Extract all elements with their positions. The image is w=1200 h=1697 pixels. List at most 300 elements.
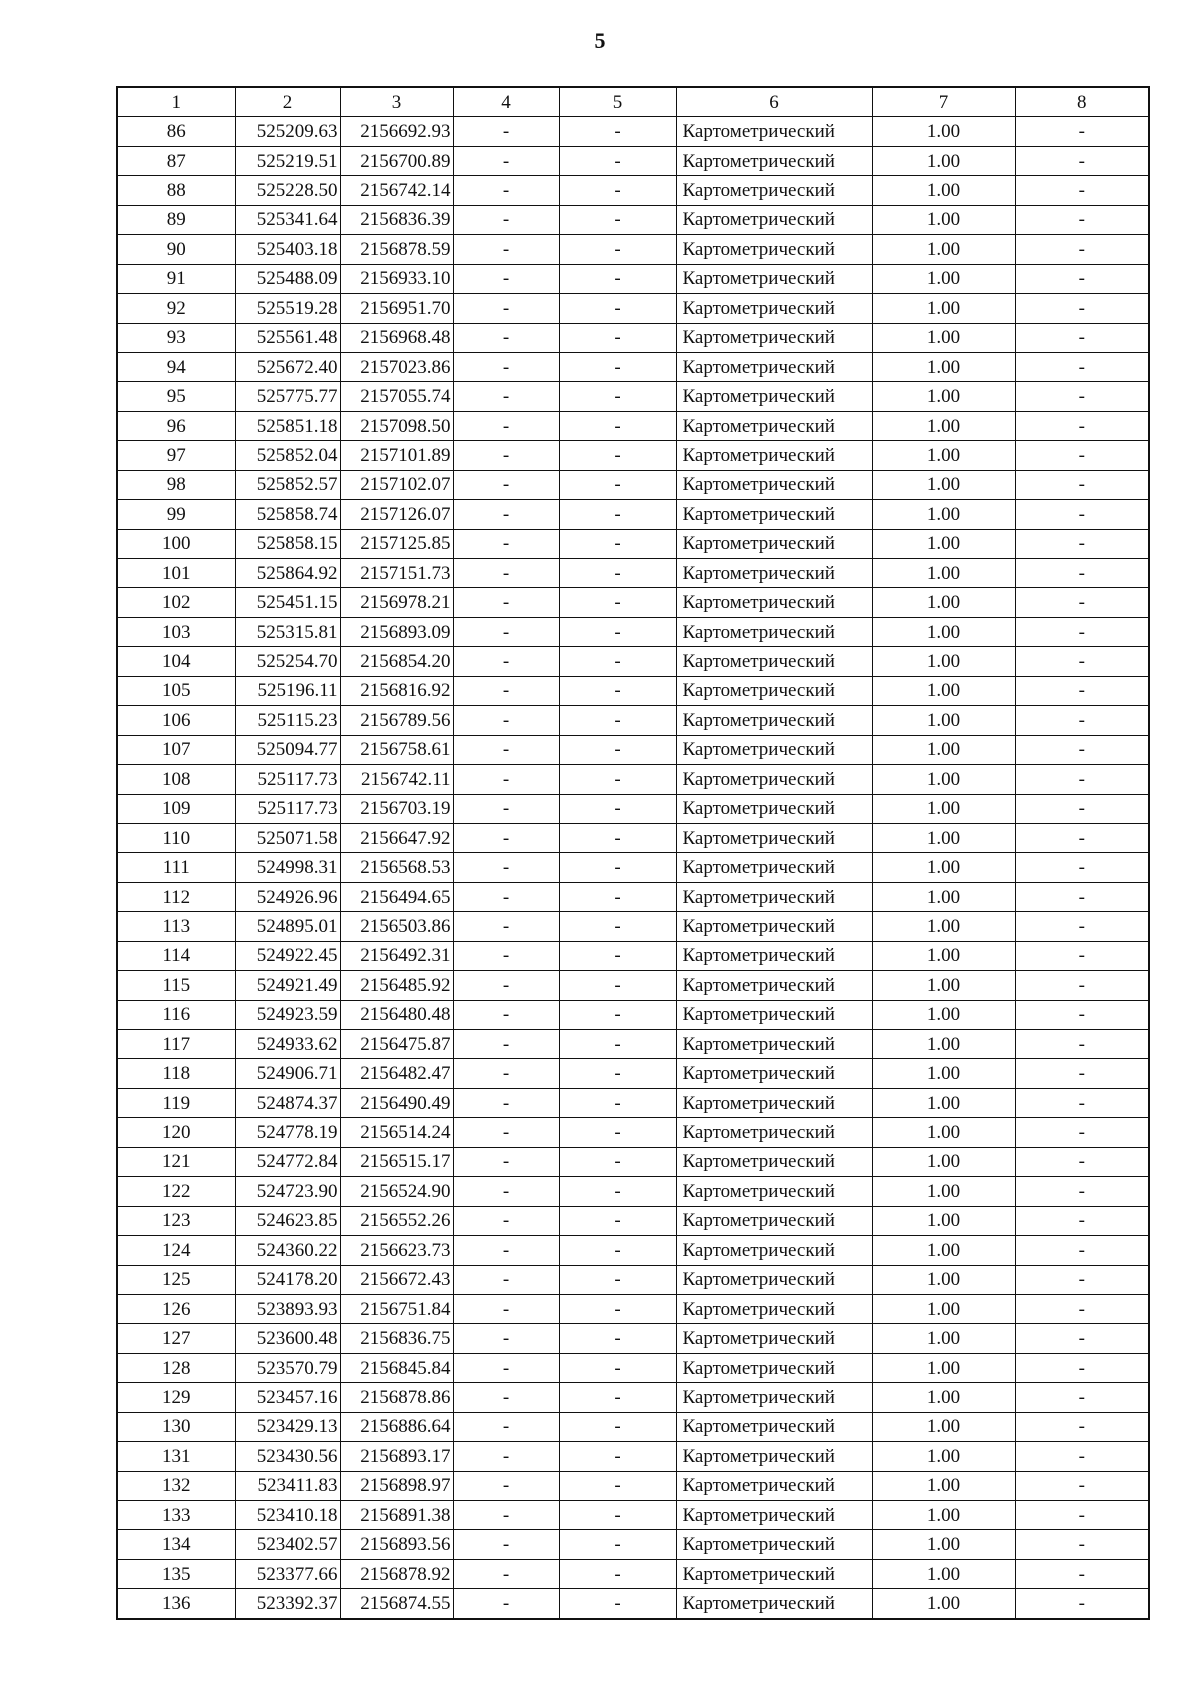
column-4-cell: - — [453, 176, 559, 205]
accuracy-cell: 1.00 — [872, 146, 1015, 175]
accuracy-cell: 1.00 — [872, 912, 1015, 941]
point-number-cell: 133 — [117, 1501, 235, 1530]
accuracy-cell: 1.00 — [872, 117, 1015, 146]
column-8-cell: - — [1015, 500, 1149, 529]
y-coordinate-cell: 2156742.14 — [340, 176, 453, 205]
x-coordinate-cell: 524998.31 — [235, 853, 340, 882]
x-coordinate-cell: 524933.62 — [235, 1030, 340, 1059]
x-coordinate-cell: 524623.85 — [235, 1206, 340, 1235]
column-5-cell: - — [559, 470, 676, 499]
column-header: 6 — [676, 87, 872, 117]
accuracy-cell: 1.00 — [872, 1530, 1015, 1559]
table-row — [117, 1530, 1149, 1559]
column-8-cell: - — [1015, 1177, 1149, 1206]
y-coordinate-cell: 2156789.56 — [340, 706, 453, 735]
point-number-cell: 128 — [117, 1353, 235, 1382]
column-8-cell: - — [1015, 1324, 1149, 1353]
table-row — [117, 411, 1149, 440]
table-row — [117, 1147, 1149, 1176]
column-8-cell: - — [1015, 382, 1149, 411]
table-row — [117, 1559, 1149, 1588]
column-4-cell: - — [453, 1383, 559, 1412]
accuracy-cell: 1.00 — [872, 794, 1015, 823]
column-5-cell: - — [559, 735, 676, 764]
method-cell: Картометрический — [676, 1324, 872, 1353]
y-coordinate-cell: 2156878.92 — [340, 1559, 453, 1588]
x-coordinate-cell: 525451.15 — [235, 588, 340, 617]
column-8-cell: - — [1015, 1442, 1149, 1471]
x-coordinate-cell: 525196.11 — [235, 676, 340, 705]
column-8-cell: - — [1015, 1147, 1149, 1176]
accuracy-cell: 1.00 — [872, 971, 1015, 1000]
method-cell: Картометрический — [676, 676, 872, 705]
accuracy-cell: 1.00 — [872, 1236, 1015, 1265]
point-number-cell: 90 — [117, 235, 235, 264]
table-row — [117, 765, 1149, 794]
method-cell: Картометрический — [676, 441, 872, 470]
accuracy-cell: 1.00 — [872, 1177, 1015, 1206]
accuracy-cell: 1.00 — [872, 382, 1015, 411]
point-number-cell: 106 — [117, 706, 235, 735]
y-coordinate-cell: 2156492.31 — [340, 941, 453, 970]
column-header: 4 — [453, 87, 559, 117]
method-cell: Картометрический — [676, 823, 872, 852]
table-row — [117, 912, 1149, 941]
y-coordinate-cell: 2156816.92 — [340, 676, 453, 705]
column-4-cell: - — [453, 235, 559, 264]
table-row — [117, 1471, 1149, 1500]
point-number-cell: 98 — [117, 470, 235, 499]
point-number-cell: 95 — [117, 382, 235, 411]
column-4-cell: - — [453, 205, 559, 234]
column-5-cell: - — [559, 500, 676, 529]
x-coordinate-cell: 525403.18 — [235, 235, 340, 264]
accuracy-cell: 1.00 — [872, 1000, 1015, 1029]
column-8-cell: - — [1015, 588, 1149, 617]
column-5-cell: - — [559, 1559, 676, 1588]
y-coordinate-cell: 2156485.92 — [340, 971, 453, 1000]
column-header: 2 — [235, 87, 340, 117]
method-cell: Картометрический — [676, 1265, 872, 1294]
column-4-cell: - — [453, 1589, 559, 1619]
accuracy-cell: 1.00 — [872, 470, 1015, 499]
method-cell: Картометрический — [676, 1353, 872, 1382]
method-cell: Картометрический — [676, 882, 872, 911]
x-coordinate-cell: 525094.77 — [235, 735, 340, 764]
accuracy-cell: 1.00 — [872, 676, 1015, 705]
point-number-cell: 89 — [117, 205, 235, 234]
method-cell: Картометрический — [676, 1559, 872, 1588]
column-4-cell: - — [453, 352, 559, 381]
column-4-cell: - — [453, 1324, 559, 1353]
method-cell: Картометрический — [676, 1030, 872, 1059]
y-coordinate-cell: 2157102.07 — [340, 470, 453, 499]
y-coordinate-cell: 2156898.97 — [340, 1471, 453, 1500]
x-coordinate-cell: 525672.40 — [235, 352, 340, 381]
y-coordinate-cell: 2156893.17 — [340, 1442, 453, 1471]
method-cell: Картометрический — [676, 588, 872, 617]
table-row — [117, 617, 1149, 646]
y-coordinate-cell: 2156490.49 — [340, 1088, 453, 1117]
column-8-cell: - — [1015, 1294, 1149, 1323]
point-number-cell: 126 — [117, 1294, 235, 1323]
x-coordinate-cell: 524922.45 — [235, 941, 340, 970]
column-4-cell: - — [453, 1530, 559, 1559]
method-cell: Картометрический — [676, 1000, 872, 1029]
method-cell: Картометрический — [676, 1236, 872, 1265]
table-row — [117, 382, 1149, 411]
method-cell: Картометрический — [676, 853, 872, 882]
column-5-cell: - — [559, 1177, 676, 1206]
column-5-cell: - — [559, 912, 676, 941]
x-coordinate-cell: 523402.57 — [235, 1530, 340, 1559]
method-cell: Картометрический — [676, 323, 872, 352]
column-8-cell: - — [1015, 205, 1149, 234]
y-coordinate-cell: 2156878.59 — [340, 235, 453, 264]
column-8-cell: - — [1015, 823, 1149, 852]
accuracy-cell: 1.00 — [872, 294, 1015, 323]
table-body — [117, 87, 1149, 1619]
y-coordinate-cell: 2156878.86 — [340, 1383, 453, 1412]
point-number-cell: 93 — [117, 323, 235, 352]
column-4-cell: - — [453, 441, 559, 470]
column-4-cell: - — [453, 941, 559, 970]
method-cell: Картометрический — [676, 382, 872, 411]
column-4-cell: - — [453, 706, 559, 735]
column-4-cell: - — [453, 735, 559, 764]
accuracy-cell: 1.00 — [872, 1589, 1015, 1619]
table-row — [117, 323, 1149, 352]
table-row — [117, 882, 1149, 911]
table-row — [117, 352, 1149, 381]
method-cell: Картометрический — [676, 765, 872, 794]
coordinates-table — [116, 86, 1150, 1620]
column-8-cell: - — [1015, 294, 1149, 323]
x-coordinate-cell: 525315.81 — [235, 617, 340, 646]
column-8-cell: - — [1015, 1530, 1149, 1559]
column-8-cell: - — [1015, 912, 1149, 941]
column-header: 8 — [1015, 87, 1149, 117]
accuracy-cell: 1.00 — [872, 1294, 1015, 1323]
y-coordinate-cell: 2156742.11 — [340, 765, 453, 794]
table-row — [117, 676, 1149, 705]
point-number-cell: 102 — [117, 588, 235, 617]
method-cell: Картометрический — [676, 1530, 872, 1559]
x-coordinate-cell: 523457.16 — [235, 1383, 340, 1412]
x-coordinate-cell: 524772.84 — [235, 1147, 340, 1176]
accuracy-cell: 1.00 — [872, 559, 1015, 588]
table-row — [117, 1265, 1149, 1294]
y-coordinate-cell: 2156700.89 — [340, 146, 453, 175]
accuracy-cell: 1.00 — [872, 323, 1015, 352]
accuracy-cell: 1.00 — [872, 411, 1015, 440]
y-coordinate-cell: 2157098.50 — [340, 411, 453, 440]
x-coordinate-cell: 524921.49 — [235, 971, 340, 1000]
column-5-cell: - — [559, 1206, 676, 1235]
accuracy-cell: 1.00 — [872, 1265, 1015, 1294]
accuracy-cell: 1.00 — [872, 647, 1015, 676]
point-number-cell: 101 — [117, 559, 235, 588]
column-4-cell: - — [453, 823, 559, 852]
point-number-cell: 114 — [117, 941, 235, 970]
column-4-cell: - — [453, 1265, 559, 1294]
column-4-cell: - — [453, 794, 559, 823]
column-8-cell: - — [1015, 853, 1149, 882]
table-row — [117, 794, 1149, 823]
table-row — [117, 853, 1149, 882]
accuracy-cell: 1.00 — [872, 853, 1015, 882]
column-5-cell: - — [559, 971, 676, 1000]
column-5-cell: - — [559, 1501, 676, 1530]
accuracy-cell: 1.00 — [872, 1442, 1015, 1471]
column-5-cell: - — [559, 1088, 676, 1117]
accuracy-cell: 1.00 — [872, 588, 1015, 617]
x-coordinate-cell: 525775.77 — [235, 382, 340, 411]
column-4-cell: - — [453, 323, 559, 352]
column-4-cell: - — [453, 264, 559, 293]
column-5-cell: - — [559, 676, 676, 705]
column-8-cell: - — [1015, 1059, 1149, 1088]
y-coordinate-cell: 2156874.55 — [340, 1589, 453, 1619]
point-number-cell: 132 — [117, 1471, 235, 1500]
table-row — [117, 1412, 1149, 1441]
column-4-cell: - — [453, 676, 559, 705]
column-8-cell: - — [1015, 1206, 1149, 1235]
accuracy-cell: 1.00 — [872, 1118, 1015, 1147]
y-coordinate-cell: 2156692.93 — [340, 117, 453, 146]
page-number: 5 — [594, 28, 606, 53]
point-number-cell: 125 — [117, 1265, 235, 1294]
method-cell: Картометрический — [676, 1059, 872, 1088]
x-coordinate-cell: 525858.15 — [235, 529, 340, 558]
column-5-cell: - — [559, 264, 676, 293]
column-5-cell: - — [559, 294, 676, 323]
table-row — [117, 1030, 1149, 1059]
column-5-cell: - — [559, 529, 676, 558]
column-4-cell: - — [453, 1442, 559, 1471]
point-number-cell: 134 — [117, 1530, 235, 1559]
method-cell: Картометрический — [676, 500, 872, 529]
column-5-cell: - — [559, 617, 676, 646]
column-5-cell: - — [559, 1059, 676, 1088]
accuracy-cell: 1.00 — [872, 235, 1015, 264]
column-8-cell: - — [1015, 941, 1149, 970]
x-coordinate-cell: 524723.90 — [235, 1177, 340, 1206]
y-coordinate-cell: 2156552.26 — [340, 1206, 453, 1235]
column-8-cell: - — [1015, 323, 1149, 352]
method-cell: Картометрический — [676, 1147, 872, 1176]
column-8-cell: - — [1015, 794, 1149, 823]
y-coordinate-cell: 2156893.09 — [340, 617, 453, 646]
x-coordinate-cell: 523410.18 — [235, 1501, 340, 1530]
column-8-cell: - — [1015, 264, 1149, 293]
column-4-cell: - — [453, 1471, 559, 1500]
y-coordinate-cell: 2156475.87 — [340, 1030, 453, 1059]
method-cell: Картометрический — [676, 411, 872, 440]
point-number-cell: 109 — [117, 794, 235, 823]
column-4-cell: - — [453, 294, 559, 323]
accuracy-cell: 1.00 — [872, 352, 1015, 381]
method-cell: Картометрический — [676, 470, 872, 499]
y-coordinate-cell: 2156891.38 — [340, 1501, 453, 1530]
point-number-cell: 92 — [117, 294, 235, 323]
column-5-cell: - — [559, 382, 676, 411]
method-cell: Картометрический — [676, 529, 872, 558]
y-coordinate-cell: 2156623.73 — [340, 1236, 453, 1265]
x-coordinate-cell: 525852.04 — [235, 441, 340, 470]
point-number-cell: 116 — [117, 1000, 235, 1029]
column-4-cell: - — [453, 971, 559, 1000]
table-row — [117, 470, 1149, 499]
y-coordinate-cell: 2156503.86 — [340, 912, 453, 941]
x-coordinate-cell: 523430.56 — [235, 1442, 340, 1471]
column-4-cell: - — [453, 1559, 559, 1588]
column-5-cell: - — [559, 882, 676, 911]
y-coordinate-cell: 2156836.39 — [340, 205, 453, 234]
y-coordinate-cell: 2156845.84 — [340, 1353, 453, 1382]
point-number-cell: 97 — [117, 441, 235, 470]
method-cell: Картометрический — [676, 117, 872, 146]
method-cell: Картометрический — [676, 352, 872, 381]
column-4-cell: - — [453, 1088, 559, 1117]
method-cell: Картометрический — [676, 1177, 872, 1206]
method-cell: Картометрический — [676, 1589, 872, 1619]
point-number-cell: 88 — [117, 176, 235, 205]
column-8-cell: - — [1015, 1236, 1149, 1265]
method-cell: Картометрический — [676, 1118, 872, 1147]
table-row — [117, 205, 1149, 234]
method-cell: Картометрический — [676, 235, 872, 264]
column-8-cell: - — [1015, 882, 1149, 911]
point-number-cell: 87 — [117, 146, 235, 175]
accuracy-cell: 1.00 — [872, 735, 1015, 764]
column-header: 7 — [872, 87, 1015, 117]
y-coordinate-cell: 2157055.74 — [340, 382, 453, 411]
x-coordinate-cell: 525858.74 — [235, 500, 340, 529]
method-cell: Картометрический — [676, 1206, 872, 1235]
x-coordinate-cell: 524874.37 — [235, 1088, 340, 1117]
column-4-cell: - — [453, 1147, 559, 1176]
column-4-cell: - — [453, 853, 559, 882]
column-4-cell: - — [453, 1501, 559, 1530]
table-row — [117, 1353, 1149, 1382]
column-8-cell: - — [1015, 117, 1149, 146]
table-row — [117, 1059, 1149, 1088]
method-cell: Картометрический — [676, 794, 872, 823]
point-number-cell: 113 — [117, 912, 235, 941]
column-5-cell: - — [559, 146, 676, 175]
x-coordinate-cell: 524895.01 — [235, 912, 340, 941]
y-coordinate-cell: 2157023.86 — [340, 352, 453, 381]
column-5-cell: - — [559, 1412, 676, 1441]
point-number-cell: 104 — [117, 647, 235, 676]
column-4-cell: - — [453, 382, 559, 411]
column-5-cell: - — [559, 765, 676, 794]
table-row — [117, 117, 1149, 146]
y-coordinate-cell: 2157126.07 — [340, 500, 453, 529]
accuracy-cell: 1.00 — [872, 264, 1015, 293]
column-8-cell: - — [1015, 352, 1149, 381]
x-coordinate-cell: 523392.37 — [235, 1589, 340, 1619]
accuracy-cell: 1.00 — [872, 1353, 1015, 1382]
x-coordinate-cell: 525228.50 — [235, 176, 340, 205]
table-row — [117, 588, 1149, 617]
column-5-cell: - — [559, 411, 676, 440]
column-header: 3 — [340, 87, 453, 117]
column-4-cell: - — [453, 500, 559, 529]
column-5-cell: - — [559, 1294, 676, 1323]
table-row — [117, 1118, 1149, 1147]
column-8-cell: - — [1015, 706, 1149, 735]
column-5-cell: - — [559, 853, 676, 882]
x-coordinate-cell: 525864.92 — [235, 559, 340, 588]
column-8-cell: - — [1015, 235, 1149, 264]
column-4-cell: - — [453, 1353, 559, 1382]
accuracy-cell: 1.00 — [872, 706, 1015, 735]
column-4-cell: - — [453, 765, 559, 794]
x-coordinate-cell: 523893.93 — [235, 1294, 340, 1323]
point-number-cell: 123 — [117, 1206, 235, 1235]
method-cell: Картометрический — [676, 1383, 872, 1412]
point-number-cell: 94 — [117, 352, 235, 381]
column-8-cell: - — [1015, 1589, 1149, 1619]
column-8-cell: - — [1015, 1353, 1149, 1382]
x-coordinate-cell: 525561.48 — [235, 323, 340, 352]
method-cell: Картометрический — [676, 1501, 872, 1530]
accuracy-cell: 1.00 — [872, 1088, 1015, 1117]
column-4-cell: - — [453, 117, 559, 146]
x-coordinate-cell: 523411.83 — [235, 1471, 340, 1500]
column-5-cell: - — [559, 117, 676, 146]
column-5-cell: - — [559, 1471, 676, 1500]
y-coordinate-cell: 2156978.21 — [340, 588, 453, 617]
x-coordinate-cell: 523429.13 — [235, 1412, 340, 1441]
y-coordinate-cell: 2156758.61 — [340, 735, 453, 764]
column-8-cell: - — [1015, 676, 1149, 705]
column-5-cell: - — [559, 1236, 676, 1265]
table-row — [117, 1206, 1149, 1235]
y-coordinate-cell: 2156515.17 — [340, 1147, 453, 1176]
x-coordinate-cell: 523600.48 — [235, 1324, 340, 1353]
point-number-cell: 135 — [117, 1559, 235, 1588]
point-number-cell: 124 — [117, 1236, 235, 1265]
table-row — [117, 647, 1149, 676]
x-coordinate-cell: 523377.66 — [235, 1559, 340, 1588]
accuracy-cell: 1.00 — [872, 1324, 1015, 1353]
x-coordinate-cell: 524926.96 — [235, 882, 340, 911]
point-number-cell: 129 — [117, 1383, 235, 1412]
column-5-cell: - — [559, 1118, 676, 1147]
table-row — [117, 823, 1149, 852]
x-coordinate-cell: 525071.58 — [235, 823, 340, 852]
y-coordinate-cell: 2157125.85 — [340, 529, 453, 558]
column-8-cell: - — [1015, 529, 1149, 558]
accuracy-cell: 1.00 — [872, 1471, 1015, 1500]
column-8-cell: - — [1015, 559, 1149, 588]
accuracy-cell: 1.00 — [872, 617, 1015, 646]
column-4-cell: - — [453, 559, 559, 588]
point-number-cell: 103 — [117, 617, 235, 646]
column-8-cell: - — [1015, 176, 1149, 205]
table-row — [117, 1236, 1149, 1265]
point-number-cell: 91 — [117, 264, 235, 293]
column-4-cell: - — [453, 470, 559, 499]
method-cell: Картометрический — [676, 205, 872, 234]
column-4-cell: - — [453, 1000, 559, 1029]
accuracy-cell: 1.00 — [872, 765, 1015, 794]
column-5-cell: - — [559, 1589, 676, 1619]
point-number-cell: 120 — [117, 1118, 235, 1147]
